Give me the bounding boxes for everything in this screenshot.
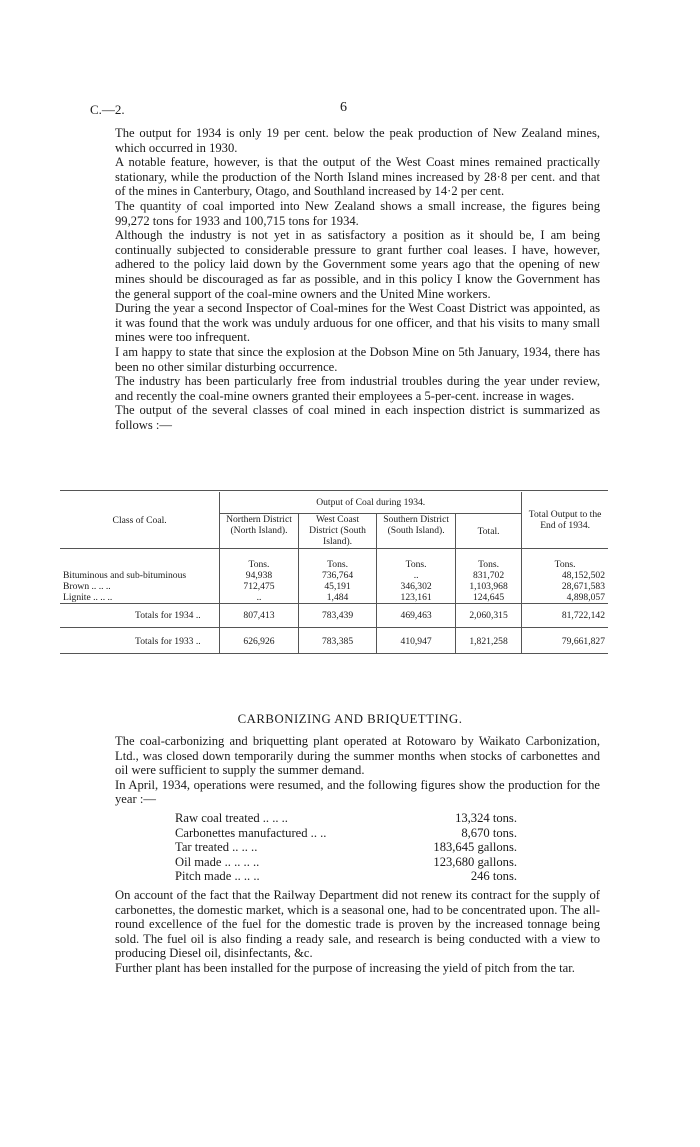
paragraph: Further plant has been installed for the purpose of increasing the yield of pitch from the tar. [115, 960, 575, 975]
paragraph: The quantity of coal imported into New Zealand shows a small increase, the figures being 99,272 tons for 1933 and 100,715 tons for 1934. [115, 198, 600, 228]
table-row [60, 592, 608, 604]
list-item [175, 840, 517, 855]
paragraph: The output for 1934 is only 19 per cent. below the peak production of New Zealand mines, which occurred in 1930. [115, 126, 600, 155]
cell: 79,661,827 [522, 628, 608, 654]
table-top-rule [60, 490, 608, 491]
item-value: 183,645 gallons. [433, 840, 517, 855]
cell: 45,191 [298, 581, 377, 592]
paragraph: During the year a second Inspector of Coal-mines for the West Coast District was appointed, as it was found that the work was unduly arduous for one officer, and that his visits to many small mines were too infrequent. [115, 301, 600, 345]
list-item [175, 869, 517, 884]
cell: 1,821,258 [455, 628, 521, 654]
row-label: Lignite .. .. .. [60, 592, 220, 604]
list-item [175, 826, 517, 841]
unit-label: Tons. [377, 559, 456, 570]
cell: 123,161 [377, 592, 456, 604]
cell: 807,413 [220, 604, 299, 628]
production-list [175, 811, 517, 884]
cell: 783,385 [298, 628, 377, 654]
cell: 81,722,142 [522, 604, 608, 628]
header-group: Output of Coal during 1934. [220, 492, 522, 514]
document-reference: C.—2. [90, 102, 125, 117]
intro-text [115, 126, 600, 432]
paragraph: The coal-carbonizing and briquetting plant operated at Rotowaro by Waikato Carbonization, Ltd., was closed down temporarily during the summer months when stocks of carbonettes and oil were sufficient to supply the summer demand. [115, 734, 600, 778]
paragraph: Although the industry is not yet in as satisfactory a position as it should be, I am being continually subjected to considerable pressure to grant further coal leases. I have, however, adhered to the policy laid down by the Government some years ago that the opening of new mines should be discouraged as far as possible, and in this policy I know the Government has the general support of the coal-mine owners and the United Mine workers. [115, 228, 600, 301]
row-label: Brown .. .. .. [63, 581, 111, 592]
unit-label: Tons. [298, 559, 377, 570]
cell: 410,947 [377, 628, 456, 654]
paragraph: A notable feature, however, is that the output of the West Coast mines remained practically stationary, while the production of the North Island mines increased by 28·8 per cent. and that of the mines in Canterbury, Otago, and Southland increased by 14·2 per cent. [115, 155, 600, 199]
cell: 124,645 [455, 592, 521, 604]
cell: 1,484 [298, 592, 377, 604]
item-label: Raw coal treated .. .. .. [175, 811, 288, 825]
header-north: Northern District (North Island). [220, 514, 299, 549]
header-west: West Coast District (South Island). [298, 514, 377, 549]
item-value: 8,670 tons. [461, 825, 517, 840]
carbonizing-text [115, 734, 600, 807]
paragraph: I am happy to state that since the explosion at the Dobson Mine on 5th January, 1934, there has been no other similar disturbing occurrence. [115, 344, 600, 374]
header-to-end: Total Output to the End of 1934. [522, 492, 608, 549]
unit-label: Tons. [522, 559, 608, 570]
cell: 2,060,315 [455, 604, 521, 628]
cell: 1,103,968 [455, 581, 521, 592]
unit-label: Tons. [220, 559, 299, 570]
paragraph: The industry has been particularly free from industrial troubles during the year under review, and recently the coal-mine owners granted their employees a 5-per-cent. increase in wages. [115, 374, 600, 403]
item-label: Carbonettes manufactured .. .. [175, 825, 327, 840]
table-row [60, 570, 608, 581]
item-label: Pitch made .. .. .. [175, 869, 260, 884]
totals-row-1933 [60, 628, 608, 654]
item-label: Tar treated .. .. .. [175, 840, 258, 855]
coal-output-table [60, 492, 608, 654]
item-label: Oil made .. .. .. .. [175, 854, 260, 869]
page-number: 6 [340, 100, 347, 115]
cell: .. [377, 570, 456, 581]
list-item [175, 855, 517, 870]
totals-row-1934 [60, 604, 608, 628]
header-total: Total. [455, 514, 521, 549]
list-item [175, 811, 517, 826]
cell: 783,439 [298, 604, 377, 628]
unit-label: Tons. [455, 559, 521, 570]
cell: 831,702 [455, 570, 521, 581]
table-row [60, 581, 608, 592]
cell: 712,475 [220, 581, 299, 592]
item-value: 13,324 tons. [455, 811, 517, 825]
item-value: 246 tons. [470, 869, 517, 884]
section-title: CARBONIZING AND BRIQUETTING. [237, 712, 463, 726]
cell: 48,152,502 [522, 570, 608, 581]
header-class: Class of Coal. [60, 492, 220, 549]
cell: 28,671,583 [522, 581, 608, 592]
cell: 736,764 [298, 570, 377, 581]
cell: 94,938 [220, 570, 299, 581]
row-label: Bituminous and sub-bituminous [63, 570, 187, 581]
item-value: 123,680 gallons. [433, 854, 517, 869]
cell: .. [220, 592, 299, 604]
header-south: Southern District (South Island). [377, 514, 456, 549]
cell: 626,926 [220, 628, 299, 654]
cell: 469,463 [377, 604, 456, 628]
cell: 4,898,057 [522, 592, 608, 604]
row-label: Totals for 1934 .. [60, 604, 220, 628]
paragraph: On account of the fact that the Railway Department did not renew its contract for the supply of carbonettes, the domestic market, which is a seasonal one, had to be concentrated upon. The all-round excellence of the fuel for the domestic trade is proven by the increased tonnage being sold. The fuel oil is also finding a ready sale, and research is being conducted with a view to producing Diesel oil, disinfectants, &c. [115, 888, 600, 961]
closing-text [115, 888, 600, 976]
paragraph: In April, 1934, operations were resumed, and the following figures show the production for the year :— [115, 777, 600, 807]
paragraph: The output of the several classes of coal mined in each inspection district is summarized as follows :— [115, 403, 600, 432]
row-label: Totals for 1933 .. [60, 628, 220, 654]
cell: 346,302 [377, 581, 456, 592]
